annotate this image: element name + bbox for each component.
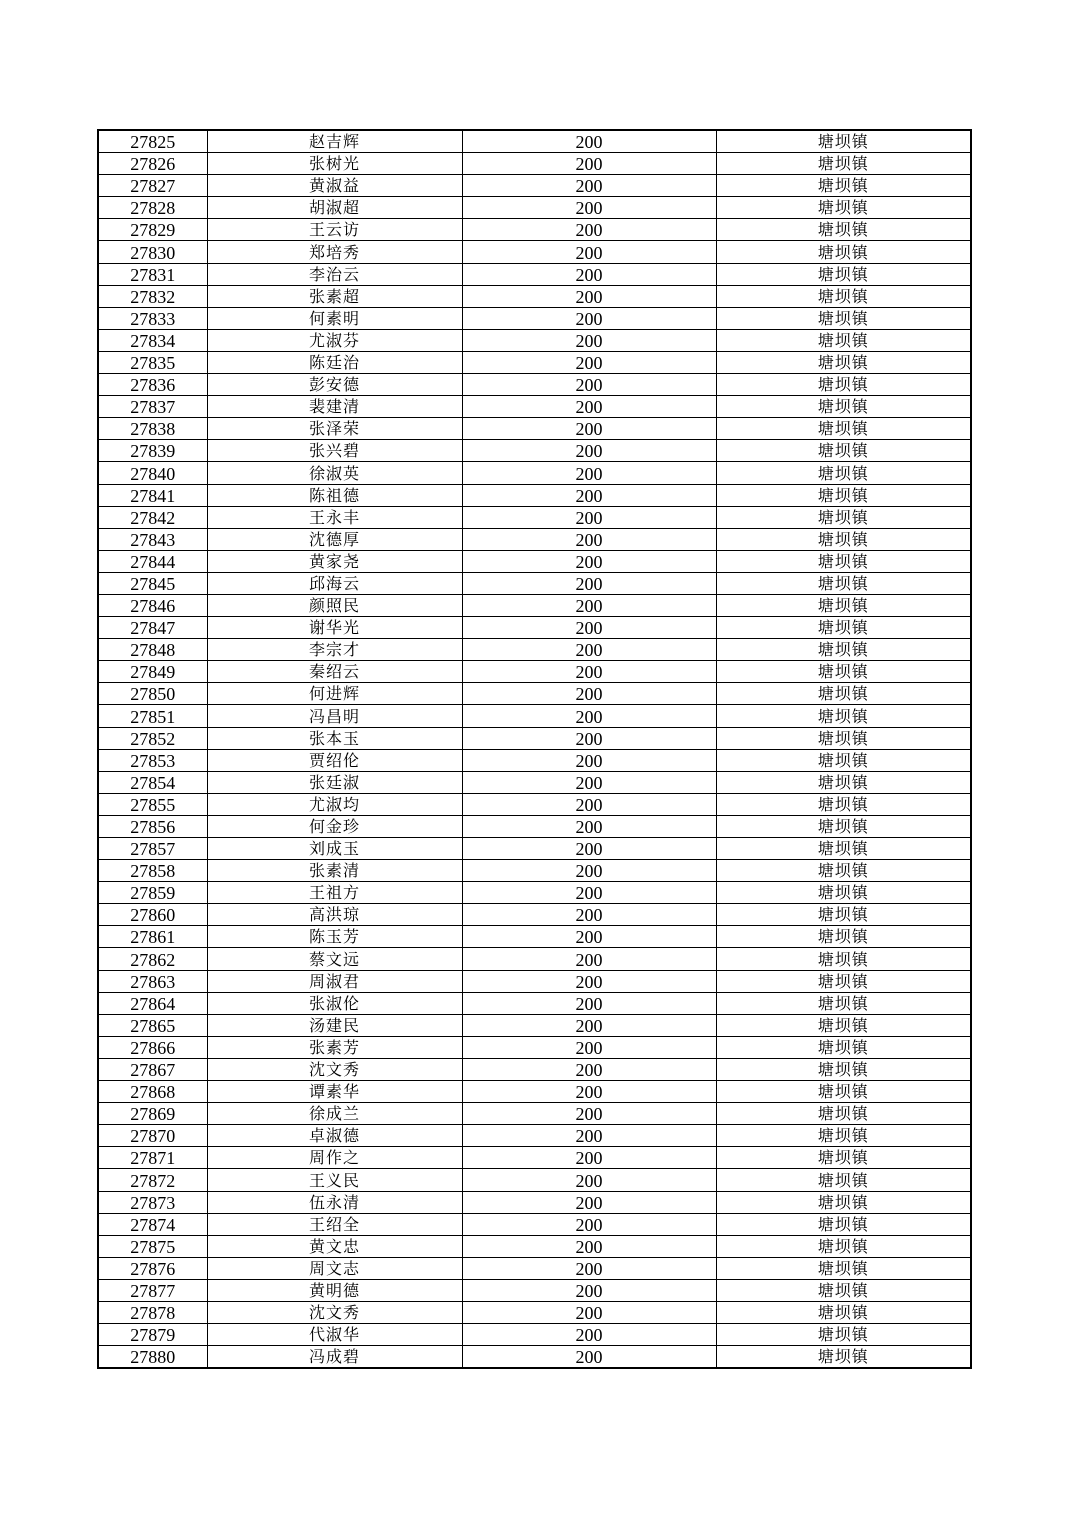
name-cell: 邱海云 (207, 572, 462, 594)
name-cell: 周淑君 (207, 970, 462, 992)
town-cell: 塘坝镇 (716, 462, 971, 484)
table-row (98, 970, 971, 992)
amount-cell: 200 (462, 948, 716, 970)
amount-cell: 200 (462, 263, 716, 285)
name-cell: 沈文秀 (207, 1301, 462, 1323)
name-cell: 胡淑超 (207, 197, 462, 219)
row-number-cell: 27868 (98, 1081, 207, 1103)
name-cell: 张兴碧 (207, 440, 462, 462)
town-cell: 塘坝镇 (716, 484, 971, 506)
table-row (98, 749, 971, 771)
town-cell: 塘坝镇 (716, 1147, 971, 1169)
amount-cell: 200 (462, 153, 716, 175)
name-cell: 刘成玉 (207, 838, 462, 860)
town-cell: 塘坝镇 (716, 1279, 971, 1301)
row-number-cell: 27856 (98, 815, 207, 837)
row-number-cell: 27861 (98, 926, 207, 948)
table-row (98, 307, 971, 329)
row-number-cell: 27865 (98, 1014, 207, 1036)
row-number-cell: 27866 (98, 1036, 207, 1058)
amount-cell: 200 (462, 926, 716, 948)
amount-cell: 200 (462, 1235, 716, 1257)
town-cell: 塘坝镇 (716, 374, 971, 396)
table-row (98, 594, 971, 616)
amount-cell: 200 (462, 1103, 716, 1125)
name-cell: 彭安德 (207, 374, 462, 396)
row-number-cell: 27849 (98, 661, 207, 683)
table-row (98, 351, 971, 373)
name-cell: 郑培秀 (207, 241, 462, 263)
town-cell: 塘坝镇 (716, 285, 971, 307)
name-cell: 张淑伦 (207, 992, 462, 1014)
table-row (98, 374, 971, 396)
name-cell: 陈玉芳 (207, 926, 462, 948)
amount-cell: 200 (462, 683, 716, 705)
town-cell: 塘坝镇 (716, 1036, 971, 1058)
row-number-cell: 27852 (98, 727, 207, 749)
row-number-cell: 27874 (98, 1213, 207, 1235)
table-row (98, 1081, 971, 1103)
amount-cell: 200 (462, 639, 716, 661)
amount-cell: 200 (462, 1058, 716, 1080)
table-row (98, 1125, 971, 1147)
table-row (98, 285, 971, 307)
name-cell: 尤淑均 (207, 793, 462, 815)
name-cell: 张素清 (207, 860, 462, 882)
amount-cell: 200 (462, 351, 716, 373)
town-cell: 塘坝镇 (716, 860, 971, 882)
amount-cell: 200 (462, 1036, 716, 1058)
town-cell: 塘坝镇 (716, 418, 971, 440)
row-number-cell: 27864 (98, 992, 207, 1014)
name-cell: 王祖方 (207, 882, 462, 904)
town-cell: 塘坝镇 (716, 1257, 971, 1279)
amount-cell: 200 (462, 749, 716, 771)
amount-cell: 200 (462, 307, 716, 329)
table-row (98, 440, 971, 462)
row-number-cell: 27848 (98, 639, 207, 661)
table-row (98, 882, 971, 904)
row-number-cell: 27830 (98, 241, 207, 263)
amount-cell: 200 (462, 1346, 716, 1369)
table-row (98, 1346, 971, 1369)
name-cell: 王义民 (207, 1169, 462, 1191)
town-cell: 塘坝镇 (716, 219, 971, 241)
town-cell: 塘坝镇 (716, 926, 971, 948)
amount-cell: 200 (462, 285, 716, 307)
table-row (98, 860, 971, 882)
amount-cell: 200 (462, 1191, 716, 1213)
town-cell: 塘坝镇 (716, 838, 971, 860)
town-cell: 塘坝镇 (716, 1235, 971, 1257)
amount-cell: 200 (462, 197, 716, 219)
town-cell: 塘坝镇 (716, 617, 971, 639)
row-number-cell: 27844 (98, 550, 207, 572)
row-number-cell: 27877 (98, 1279, 207, 1301)
name-cell: 伍永清 (207, 1191, 462, 1213)
amount-cell: 200 (462, 130, 716, 153)
amount-cell: 200 (462, 793, 716, 815)
amount-cell: 200 (462, 904, 716, 926)
table-row (98, 793, 971, 815)
town-cell: 塘坝镇 (716, 130, 971, 153)
town-cell: 塘坝镇 (716, 815, 971, 837)
name-cell: 王永丰 (207, 506, 462, 528)
amount-cell: 200 (462, 1147, 716, 1169)
amount-cell: 200 (462, 528, 716, 550)
row-number-cell: 27835 (98, 351, 207, 373)
table-row (98, 1036, 971, 1058)
row-number-cell: 27843 (98, 528, 207, 550)
amount-cell: 200 (462, 241, 716, 263)
town-cell: 塘坝镇 (716, 1125, 971, 1147)
table-row (98, 617, 971, 639)
row-number-cell: 27828 (98, 197, 207, 219)
table-row (98, 1235, 971, 1257)
town-cell: 塘坝镇 (716, 307, 971, 329)
town-cell: 塘坝镇 (716, 749, 971, 771)
amount-cell: 200 (462, 727, 716, 749)
row-number-cell: 27855 (98, 793, 207, 815)
town-cell: 塘坝镇 (716, 639, 971, 661)
row-number-cell: 27850 (98, 683, 207, 705)
amount-cell: 200 (462, 440, 716, 462)
amount-cell: 200 (462, 1125, 716, 1147)
name-cell: 赵吉辉 (207, 130, 462, 153)
row-number-cell: 27870 (98, 1125, 207, 1147)
name-cell: 谢华光 (207, 617, 462, 639)
name-cell: 沈德厚 (207, 528, 462, 550)
row-number-cell: 27829 (98, 219, 207, 241)
town-cell: 塘坝镇 (716, 241, 971, 263)
row-number-cell: 27847 (98, 617, 207, 639)
table-row (98, 1147, 971, 1169)
table-row (98, 1191, 971, 1213)
table-row (98, 1301, 971, 1323)
town-cell: 塘坝镇 (716, 572, 971, 594)
amount-cell: 200 (462, 617, 716, 639)
town-cell: 塘坝镇 (716, 351, 971, 373)
town-cell: 塘坝镇 (716, 396, 971, 418)
name-cell: 何素明 (207, 307, 462, 329)
amount-cell: 200 (462, 705, 716, 727)
row-number-cell: 27859 (98, 882, 207, 904)
table-row (98, 992, 971, 1014)
table-row (98, 175, 971, 197)
amount-cell: 200 (462, 396, 716, 418)
table-row (98, 418, 971, 440)
name-cell: 陈祖德 (207, 484, 462, 506)
row-number-cell: 27836 (98, 374, 207, 396)
row-number-cell: 27871 (98, 1147, 207, 1169)
town-cell: 塘坝镇 (716, 727, 971, 749)
name-cell: 张素芳 (207, 1036, 462, 1058)
name-cell: 黄家尧 (207, 550, 462, 572)
table-row (98, 661, 971, 683)
amount-cell: 200 (462, 1257, 716, 1279)
name-cell: 卓淑德 (207, 1125, 462, 1147)
amount-cell: 200 (462, 860, 716, 882)
row-number-cell: 27858 (98, 860, 207, 882)
table-row (98, 683, 971, 705)
row-number-cell: 27867 (98, 1058, 207, 1080)
row-number-cell: 27863 (98, 970, 207, 992)
row-number-cell: 27854 (98, 771, 207, 793)
table-row (98, 1213, 971, 1235)
amount-cell: 200 (462, 550, 716, 572)
amount-cell: 200 (462, 219, 716, 241)
town-cell: 塘坝镇 (716, 1301, 971, 1323)
amount-cell: 200 (462, 594, 716, 616)
name-cell: 何金珍 (207, 815, 462, 837)
town-cell: 塘坝镇 (716, 1081, 971, 1103)
amount-cell: 200 (462, 1324, 716, 1346)
amount-cell: 200 (462, 1014, 716, 1036)
town-cell: 塘坝镇 (716, 528, 971, 550)
amount-cell: 200 (462, 462, 716, 484)
row-number-cell: 27853 (98, 749, 207, 771)
table-row (98, 838, 971, 860)
name-cell: 张泽荣 (207, 418, 462, 440)
table-row (98, 506, 971, 528)
row-number-cell: 27880 (98, 1346, 207, 1369)
town-cell: 塘坝镇 (716, 1103, 971, 1125)
row-number-cell: 27838 (98, 418, 207, 440)
name-cell: 蔡文远 (207, 948, 462, 970)
town-cell: 塘坝镇 (716, 440, 971, 462)
row-number-cell: 27851 (98, 705, 207, 727)
row-number-cell: 27845 (98, 572, 207, 594)
amount-cell: 200 (462, 970, 716, 992)
town-cell: 塘坝镇 (716, 992, 971, 1014)
name-cell: 陈廷治 (207, 351, 462, 373)
table-row (98, 1169, 971, 1191)
town-cell: 塘坝镇 (716, 970, 971, 992)
town-cell: 塘坝镇 (716, 1014, 971, 1036)
table-row (98, 727, 971, 749)
name-cell: 颜照民 (207, 594, 462, 616)
table-row (98, 153, 971, 175)
table-row (98, 1324, 971, 1346)
name-cell: 尤淑芬 (207, 329, 462, 351)
table-row (98, 639, 971, 661)
row-number-cell: 27832 (98, 285, 207, 307)
name-cell: 李治云 (207, 263, 462, 285)
town-cell: 塘坝镇 (716, 1058, 971, 1080)
amount-cell: 200 (462, 1301, 716, 1323)
name-cell: 冯成碧 (207, 1346, 462, 1369)
table-row (98, 1103, 971, 1125)
row-number-cell: 27825 (98, 130, 207, 153)
table-row (98, 528, 971, 550)
town-cell: 塘坝镇 (716, 329, 971, 351)
table-row (98, 815, 971, 837)
row-number-cell: 27862 (98, 948, 207, 970)
town-cell: 塘坝镇 (716, 1346, 971, 1369)
town-cell: 塘坝镇 (716, 506, 971, 528)
name-cell: 黄文忠 (207, 1235, 462, 1257)
town-cell: 塘坝镇 (716, 683, 971, 705)
name-cell: 冯昌明 (207, 705, 462, 727)
table-row (98, 263, 971, 285)
amount-cell: 200 (462, 506, 716, 528)
town-cell: 塘坝镇 (716, 550, 971, 572)
town-cell: 塘坝镇 (716, 263, 971, 285)
town-cell: 塘坝镇 (716, 1169, 971, 1191)
table-row (98, 241, 971, 263)
name-cell: 王云访 (207, 219, 462, 241)
table-row (98, 1257, 971, 1279)
table-row (98, 484, 971, 506)
name-cell: 秦绍云 (207, 661, 462, 683)
name-cell: 张树光 (207, 153, 462, 175)
amount-cell: 200 (462, 1279, 716, 1301)
name-cell: 王绍全 (207, 1213, 462, 1235)
name-cell: 裴建清 (207, 396, 462, 418)
town-cell: 塘坝镇 (716, 882, 971, 904)
name-cell: 代淑华 (207, 1324, 462, 1346)
table-row (98, 396, 971, 418)
row-number-cell: 27827 (98, 175, 207, 197)
name-cell: 沈文秀 (207, 1058, 462, 1080)
table-row (98, 1058, 971, 1080)
row-number-cell: 27842 (98, 506, 207, 528)
row-number-cell: 27873 (98, 1191, 207, 1213)
data-table (97, 129, 972, 1369)
name-cell: 张本玉 (207, 727, 462, 749)
table-row (98, 948, 971, 970)
row-number-cell: 27869 (98, 1103, 207, 1125)
town-cell: 塘坝镇 (716, 175, 971, 197)
town-cell: 塘坝镇 (716, 153, 971, 175)
amount-cell: 200 (462, 771, 716, 793)
table-body (98, 130, 971, 1368)
amount-cell: 200 (462, 882, 716, 904)
name-cell: 李宗才 (207, 639, 462, 661)
name-cell: 谭素华 (207, 1081, 462, 1103)
amount-cell: 200 (462, 838, 716, 860)
name-cell: 高洪琼 (207, 904, 462, 926)
name-cell: 徐成兰 (207, 1103, 462, 1125)
name-cell: 徐淑英 (207, 462, 462, 484)
row-number-cell: 27840 (98, 462, 207, 484)
amount-cell: 200 (462, 1213, 716, 1235)
name-cell: 黄明德 (207, 1279, 462, 1301)
amount-cell: 200 (462, 1081, 716, 1103)
row-number-cell: 27837 (98, 396, 207, 418)
row-number-cell: 27876 (98, 1257, 207, 1279)
row-number-cell: 27834 (98, 329, 207, 351)
amount-cell: 200 (462, 175, 716, 197)
amount-cell: 200 (462, 484, 716, 506)
name-cell: 贾绍伦 (207, 749, 462, 771)
amount-cell: 200 (462, 992, 716, 1014)
table-row (98, 904, 971, 926)
town-cell: 塘坝镇 (716, 1191, 971, 1213)
town-cell: 塘坝镇 (716, 594, 971, 616)
name-cell: 黄淑益 (207, 175, 462, 197)
row-number-cell: 27846 (98, 594, 207, 616)
amount-cell: 200 (462, 815, 716, 837)
row-number-cell: 27878 (98, 1301, 207, 1323)
town-cell: 塘坝镇 (716, 197, 971, 219)
table-row (98, 771, 971, 793)
town-cell: 塘坝镇 (716, 904, 971, 926)
town-cell: 塘坝镇 (716, 793, 971, 815)
table-row (98, 329, 971, 351)
row-number-cell: 27875 (98, 1235, 207, 1257)
row-number-cell: 27841 (98, 484, 207, 506)
row-number-cell: 27857 (98, 838, 207, 860)
amount-cell: 200 (462, 572, 716, 594)
table-row (98, 1279, 971, 1301)
name-cell: 周作之 (207, 1147, 462, 1169)
name-cell: 何进辉 (207, 683, 462, 705)
name-cell: 张素超 (207, 285, 462, 307)
amount-cell: 200 (462, 374, 716, 396)
name-cell: 汤建民 (207, 1014, 462, 1036)
table-row (98, 1014, 971, 1036)
row-number-cell: 27831 (98, 263, 207, 285)
town-cell: 塘坝镇 (716, 661, 971, 683)
table-row (98, 572, 971, 594)
table-row (98, 705, 971, 727)
amount-cell: 200 (462, 661, 716, 683)
amount-cell: 200 (462, 1169, 716, 1191)
town-cell: 塘坝镇 (716, 1213, 971, 1235)
row-number-cell: 27833 (98, 307, 207, 329)
row-number-cell: 27872 (98, 1169, 207, 1191)
row-number-cell: 27879 (98, 1324, 207, 1346)
table-row (98, 926, 971, 948)
table-row (98, 550, 971, 572)
row-number-cell: 27860 (98, 904, 207, 926)
town-cell: 塘坝镇 (716, 771, 971, 793)
table-row (98, 462, 971, 484)
town-cell: 塘坝镇 (716, 1324, 971, 1346)
town-cell: 塘坝镇 (716, 948, 971, 970)
name-cell: 周文志 (207, 1257, 462, 1279)
amount-cell: 200 (462, 418, 716, 440)
name-cell: 张廷淑 (207, 771, 462, 793)
table-row (98, 219, 971, 241)
town-cell: 塘坝镇 (716, 705, 971, 727)
row-number-cell: 27826 (98, 153, 207, 175)
table-row (98, 130, 971, 153)
row-number-cell: 27839 (98, 440, 207, 462)
table-row (98, 197, 971, 219)
amount-cell: 200 (462, 329, 716, 351)
